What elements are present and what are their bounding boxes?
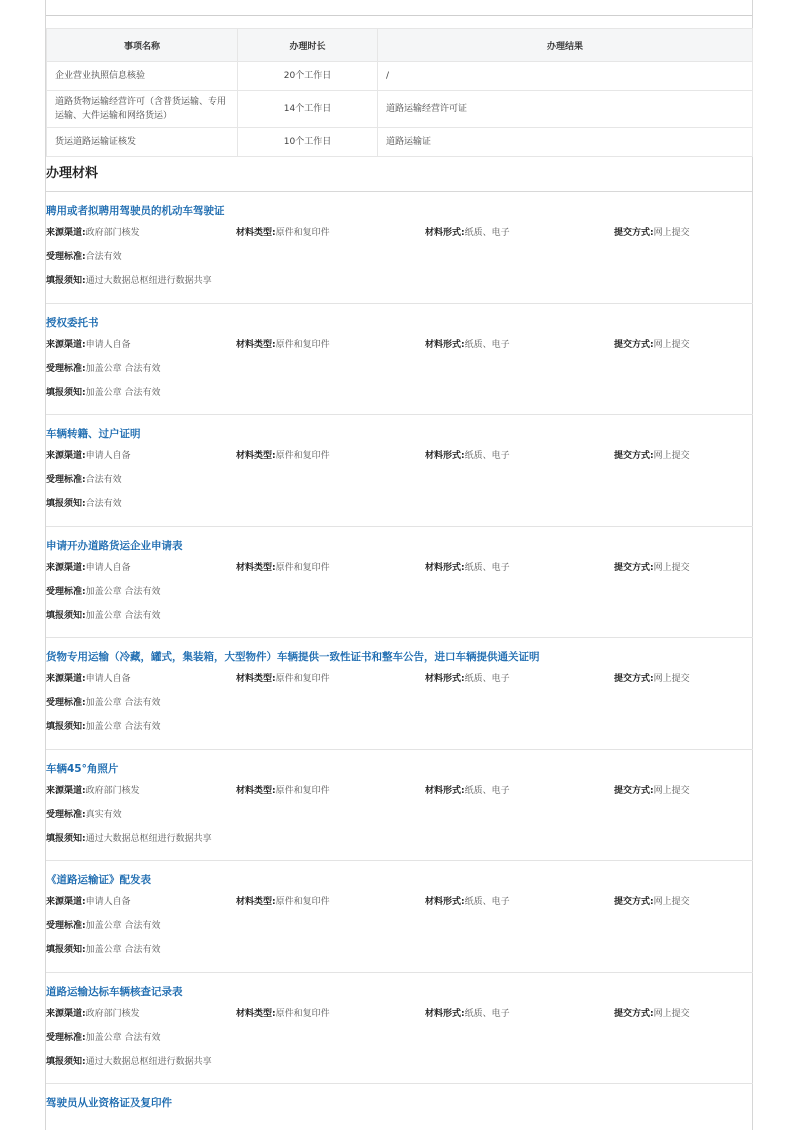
form-label: 材料形式: bbox=[425, 339, 465, 350]
type-label: 材料类型: bbox=[236, 1008, 276, 1019]
submit-value: 网上提交 bbox=[653, 339, 690, 350]
header-result: 办理结果 bbox=[378, 29, 753, 62]
submit-field bbox=[614, 560, 690, 573]
submit-field bbox=[614, 337, 690, 350]
material-title-link[interactable]: 道路运输达标车辆核查记录表 bbox=[46, 985, 183, 998]
material-title-link[interactable]: 申请开办道路货运企业申请表 bbox=[46, 539, 183, 552]
submit-value: 网上提交 bbox=[653, 785, 690, 796]
source-value: 申请人自备 bbox=[85, 562, 131, 573]
type-value: 原件和复印件 bbox=[275, 339, 330, 350]
standard-field bbox=[46, 249, 122, 262]
type-value: 原件和复印件 bbox=[275, 228, 330, 238]
notice-row bbox=[46, 385, 753, 399]
notice-field bbox=[46, 942, 160, 955]
form-value: 纸质、电子 bbox=[464, 674, 510, 684]
source-label: 来源渠道: bbox=[46, 228, 86, 238]
material-item bbox=[46, 750, 753, 862]
standard-value: 合法有效 bbox=[85, 252, 122, 262]
notice-field bbox=[46, 608, 160, 621]
standard-label: 受理标准: bbox=[46, 809, 86, 820]
source-label: 来源渠道: bbox=[46, 339, 86, 350]
submit-label: 提交方式: bbox=[614, 562, 654, 573]
notice-value: 合法有效 bbox=[85, 499, 122, 509]
source-field bbox=[46, 894, 131, 907]
type-field bbox=[236, 671, 330, 684]
submit-value: 网上提交 bbox=[653, 674, 690, 684]
standard-label: 受理标准: bbox=[46, 475, 86, 485]
standard-field bbox=[46, 584, 160, 597]
cell-result: 道路运输经营许可证 bbox=[378, 91, 753, 128]
materials-list bbox=[46, 192, 753, 1144]
form-label: 材料形式: bbox=[425, 562, 465, 573]
form-label: 材料形式: bbox=[425, 228, 465, 238]
notice-value: 通过大数据总枢纽进行数据共享 bbox=[85, 833, 212, 844]
type-label: 材料类型: bbox=[236, 228, 276, 238]
form-value: 纸质、电子 bbox=[464, 339, 510, 350]
material-item bbox=[46, 415, 753, 527]
source-label: 来源渠道: bbox=[46, 674, 86, 684]
standard-value: 加盖公章 合法有效 bbox=[85, 1032, 161, 1043]
submit-value: 网上提交 bbox=[653, 897, 690, 907]
form-value: 纸质、电子 bbox=[464, 785, 510, 796]
standard-row bbox=[46, 918, 753, 932]
source-field bbox=[46, 671, 131, 684]
type-label: 材料类型: bbox=[236, 674, 276, 684]
cell-item-name: 货运道路运输证核发 bbox=[47, 128, 238, 157]
notice-field bbox=[46, 385, 160, 398]
type-field bbox=[236, 894, 330, 907]
standard-row bbox=[46, 695, 753, 709]
notice-row bbox=[46, 496, 753, 510]
submit-label: 提交方式: bbox=[614, 451, 654, 461]
standard-label: 受理标准: bbox=[46, 586, 86, 597]
source-field bbox=[46, 448, 131, 461]
type-value: 原件和复印件 bbox=[275, 674, 330, 684]
table-header-row bbox=[47, 29, 753, 62]
form-value: 纸质、电子 bbox=[464, 897, 510, 907]
submit-label: 提交方式: bbox=[614, 228, 654, 238]
notice-row bbox=[46, 942, 753, 956]
submit-value: 网上提交 bbox=[653, 562, 690, 573]
standard-row bbox=[46, 584, 753, 598]
type-label: 材料类型: bbox=[236, 785, 276, 796]
standard-row bbox=[46, 807, 753, 821]
material-item bbox=[46, 527, 753, 639]
material-meta-row bbox=[46, 1006, 753, 1020]
cell-duration: 20个工作日 bbox=[238, 62, 378, 91]
type-value: 原件和复印件 bbox=[275, 785, 330, 796]
header-item-name: 事项名称 bbox=[47, 29, 238, 62]
standard-row bbox=[46, 1030, 753, 1044]
notice-row bbox=[46, 719, 753, 733]
material-title-link[interactable]: 车辆45°角照片 bbox=[46, 762, 119, 775]
notice-value: 加盖公章 合法有效 bbox=[85, 610, 161, 621]
material-item bbox=[46, 192, 753, 304]
material-item bbox=[46, 1084, 753, 1144]
cell-item-name: 企业营业执照信息核验 bbox=[47, 62, 238, 91]
material-meta-row bbox=[46, 894, 753, 908]
material-item bbox=[46, 973, 753, 1085]
form-label: 材料形式: bbox=[425, 1008, 465, 1019]
notice-label: 填报须知: bbox=[46, 276, 86, 286]
notice-label: 填报须知: bbox=[46, 1056, 86, 1067]
material-meta-row bbox=[46, 448, 753, 462]
standard-field bbox=[46, 1030, 160, 1043]
notice-row bbox=[46, 831, 753, 845]
type-value: 原件和复印件 bbox=[275, 1008, 330, 1019]
material-meta-row bbox=[46, 560, 753, 574]
source-field bbox=[46, 560, 131, 573]
form-field bbox=[425, 1006, 510, 1019]
notice-value: 加盖公章 合法有效 bbox=[85, 387, 161, 398]
type-field bbox=[236, 448, 330, 461]
submit-field bbox=[614, 1006, 690, 1019]
standard-value: 加盖公章 合法有效 bbox=[85, 698, 161, 708]
standard-row bbox=[46, 472, 753, 486]
standard-value: 合法有效 bbox=[85, 475, 122, 485]
source-value: 政府部门核发 bbox=[85, 228, 140, 238]
material-item bbox=[46, 304, 753, 416]
form-field bbox=[425, 337, 510, 350]
type-value: 原件和复印件 bbox=[275, 897, 330, 907]
source-field bbox=[46, 225, 140, 238]
notice-row bbox=[46, 608, 753, 622]
type-label: 材料类型: bbox=[236, 897, 276, 907]
material-title-link[interactable]: 授权委托书 bbox=[46, 316, 99, 329]
notice-field bbox=[46, 831, 212, 844]
submit-value: 网上提交 bbox=[653, 451, 690, 461]
material-meta-row bbox=[46, 783, 753, 797]
form-field bbox=[425, 225, 510, 238]
source-label: 来源渠道: bbox=[46, 785, 86, 796]
processing-results-table bbox=[46, 28, 753, 157]
standard-row bbox=[46, 249, 753, 263]
material-title-link[interactable]: 车辆转籍、过户证明 bbox=[46, 428, 141, 440]
notice-row bbox=[46, 273, 753, 287]
source-label: 来源渠道: bbox=[46, 562, 86, 573]
standard-field bbox=[46, 807, 122, 820]
material-meta-row bbox=[46, 337, 753, 351]
notice-label: 填报须知: bbox=[46, 722, 86, 732]
type-value: 原件和复印件 bbox=[275, 562, 330, 573]
standard-value: 加盖公章 合法有效 bbox=[85, 921, 161, 931]
standard-label: 受理标准: bbox=[46, 921, 86, 931]
standard-label: 受理标准: bbox=[46, 363, 86, 374]
type-field bbox=[236, 560, 330, 573]
submit-value: 网上提交 bbox=[653, 228, 690, 238]
source-value: 申请人自备 bbox=[85, 897, 131, 907]
notice-label: 填报须知: bbox=[46, 499, 86, 509]
notice-row bbox=[46, 1054, 753, 1068]
type-field bbox=[236, 337, 330, 350]
source-value: 申请人自备 bbox=[85, 339, 131, 350]
source-field bbox=[46, 337, 131, 350]
cell-result: 道路运输证 bbox=[378, 128, 753, 157]
submit-field bbox=[614, 225, 690, 238]
standard-label: 受理标准: bbox=[46, 252, 86, 262]
notice-label: 填报须知: bbox=[46, 833, 86, 844]
content-panel bbox=[45, 0, 753, 1130]
material-item bbox=[46, 638, 753, 750]
source-field bbox=[46, 1006, 140, 1019]
notice-value: 加盖公章 合法有效 bbox=[85, 945, 161, 955]
notice-label: 填报须知: bbox=[46, 945, 86, 955]
standard-row bbox=[46, 361, 753, 375]
form-label: 材料形式: bbox=[425, 674, 465, 684]
form-field bbox=[425, 783, 510, 796]
material-meta-row bbox=[46, 225, 753, 239]
notice-value: 加盖公章 合法有效 bbox=[85, 722, 161, 732]
form-label: 材料形式: bbox=[425, 785, 465, 796]
standard-value: 真实有效 bbox=[85, 809, 122, 820]
source-label: 来源渠道: bbox=[46, 1008, 86, 1019]
notice-label: 填报须知: bbox=[46, 387, 86, 398]
standard-field bbox=[46, 918, 160, 931]
form-value: 纸质、电子 bbox=[464, 228, 510, 238]
source-label: 来源渠道: bbox=[46, 451, 86, 461]
notice-field bbox=[46, 273, 212, 286]
top-divider bbox=[46, 15, 752, 16]
material-title-link[interactable]: 聘用或者拟聘用驾驶员的机动车驾驶证 bbox=[46, 205, 225, 217]
standard-label: 受理标准: bbox=[46, 698, 86, 708]
submit-field bbox=[614, 783, 690, 796]
submit-label: 提交方式: bbox=[614, 339, 654, 350]
standard-value: 加盖公章 合法有效 bbox=[85, 363, 161, 374]
notice-field bbox=[46, 719, 160, 732]
material-meta-row bbox=[46, 671, 753, 685]
standard-value: 加盖公章 合法有效 bbox=[85, 586, 161, 597]
form-value: 纸质、电子 bbox=[464, 562, 510, 573]
type-value: 原件和复印件 bbox=[275, 451, 330, 461]
submit-label: 提交方式: bbox=[614, 785, 654, 796]
form-field bbox=[425, 560, 510, 573]
submit-field bbox=[614, 671, 690, 684]
table-row bbox=[47, 91, 753, 128]
materials-section-title: 办理材料 bbox=[46, 166, 99, 181]
notice-field bbox=[46, 496, 122, 509]
submit-field bbox=[614, 894, 690, 907]
material-title-link[interactable]: 货物专用运输（冷藏，罐式，集装箱，大型物件）车辆提供一致性证书和整车公告，进口车辆提供通关证明 bbox=[46, 651, 540, 663]
submit-label: 提交方式: bbox=[614, 1008, 654, 1019]
cell-duration: 14个工作日 bbox=[238, 91, 378, 128]
source-label: 来源渠道: bbox=[46, 897, 86, 907]
source-value: 政府部门核发 bbox=[85, 785, 140, 796]
type-label: 材料类型: bbox=[236, 451, 276, 461]
notice-value: 通过大数据总枢纽进行数据共享 bbox=[85, 1056, 212, 1067]
form-field bbox=[425, 894, 510, 907]
form-value: 纸质、电子 bbox=[464, 1008, 510, 1019]
standard-field bbox=[46, 472, 122, 485]
form-label: 材料形式: bbox=[425, 451, 465, 461]
material-item bbox=[46, 861, 753, 973]
form-label: 材料形式: bbox=[425, 897, 465, 907]
form-field bbox=[425, 448, 510, 461]
type-label: 材料类型: bbox=[236, 339, 276, 350]
submit-label: 提交方式: bbox=[614, 674, 654, 684]
form-value: 纸质、电子 bbox=[464, 451, 510, 461]
table-row bbox=[47, 128, 753, 157]
notice-field bbox=[46, 1054, 212, 1067]
cell-duration: 10个工作日 bbox=[238, 128, 378, 157]
type-field bbox=[236, 1006, 330, 1019]
standard-field bbox=[46, 695, 160, 708]
table-row bbox=[47, 62, 753, 91]
material-title-link[interactable]: 驾驶员从业资格证及复印件 bbox=[46, 1097, 172, 1109]
source-value: 政府部门核发 bbox=[85, 1008, 140, 1019]
source-field bbox=[46, 783, 140, 796]
type-label: 材料类型: bbox=[236, 562, 276, 573]
source-value: 申请人自备 bbox=[85, 674, 131, 684]
cell-result: / bbox=[378, 62, 753, 91]
source-value: 申请人自备 bbox=[85, 451, 131, 461]
cell-item-name: 道路货物运输经营许可（含普货运输、专用运输、大件运输和网络货运） bbox=[47, 91, 238, 128]
form-field bbox=[425, 671, 510, 684]
submit-field bbox=[614, 448, 690, 461]
standard-label: 受理标准: bbox=[46, 1032, 86, 1043]
type-field bbox=[236, 225, 330, 238]
notice-label: 填报须知: bbox=[46, 610, 86, 621]
material-title-link[interactable]: 《道路运输证》配发表 bbox=[46, 874, 151, 886]
submit-label: 提交方式: bbox=[614, 897, 654, 907]
type-field bbox=[236, 783, 330, 796]
header-duration: 办理时长 bbox=[238, 29, 378, 62]
submit-value: 网上提交 bbox=[653, 1008, 690, 1019]
notice-value: 通过大数据总枢纽进行数据共享 bbox=[85, 276, 212, 286]
standard-field bbox=[46, 361, 160, 374]
